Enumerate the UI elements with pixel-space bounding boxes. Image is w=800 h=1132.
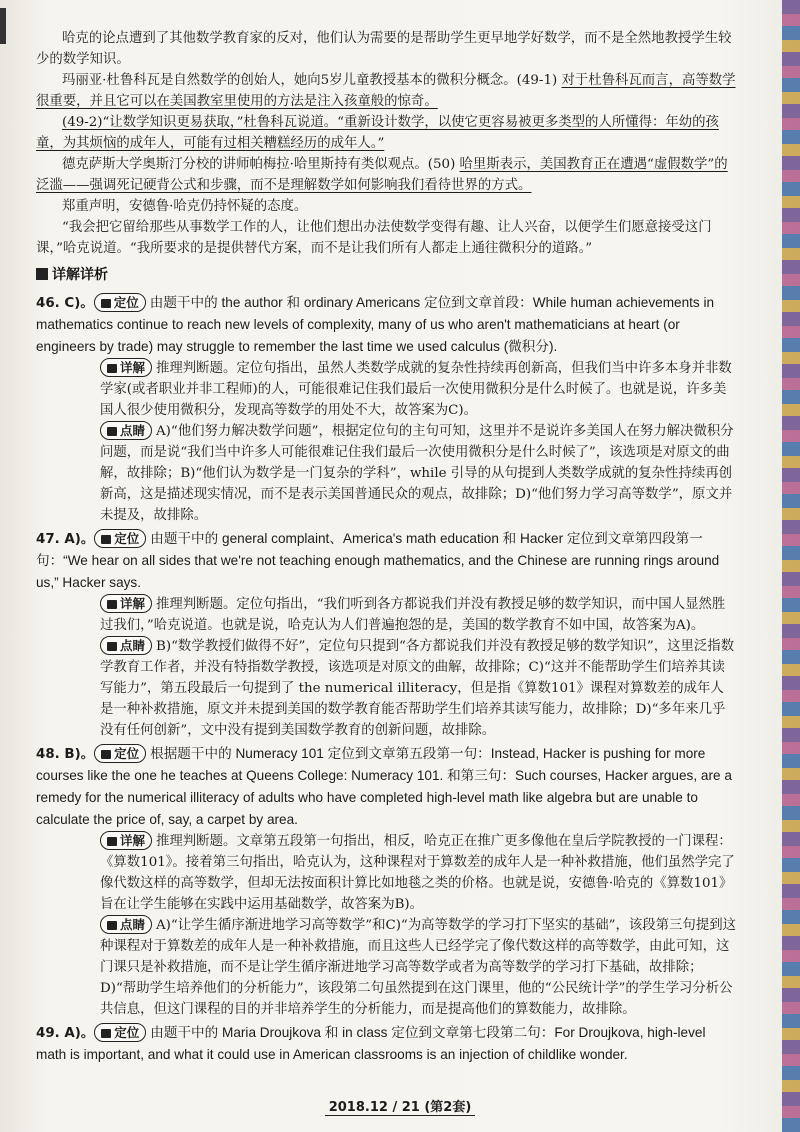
folder-icon — [107, 921, 117, 930]
comment-line: 点睛 A)“他们努力解决数学问题”，根据定位句的主句可知，这里并不是说许多美国人在努力解决微积分问题，而是说“我们当中许多人可能很难记住我们最后一次使用微积分是什么时候了”，该选项是对原文的曲解，故排除；B)“他们认为数学是一门复杂的学科”，while 引导的从句提到人类数学成就的复杂性持续再创新高，这是描述现实情况，而不是表示美国普通民众的观点，故排除；D)“他们努力学习高等数学”，原文并未提及，故排除。 — [100, 423, 734, 523]
passage-paragraph: 哈克的论点遭到了其他数学教育家的反对，他们认为需要的是帮助学生更早地学好数学，而不是全然地教授学生较少的数学知识。 — [36, 31, 732, 67]
locate-line: 49. A)。 定位 由题干中的 Maria Droujkova 和 in class 定位到文章第七段第二句：For Droujkova, high-level math is important, and what it could use in American classrooms is an injection of childlike wonder. — [36, 1025, 706, 1062]
section-title: 详解详析 — [36, 265, 108, 286]
comment-tag: 点睛 — [100, 915, 152, 934]
folder-icon — [101, 299, 111, 308]
comment-line: 点睛 A)“让学生循序渐进地学习高等数学”和C)“为高等数学的学习打下坚实的基础”，该段第三句提到这种课程对于算数差的成年人是一种补救措施，而且这些人已经学完了像代数这样的高等数学，由此可知，这门课只是补救措施，而不是让学生循序渐进地学习高等数学或者为高等数学的学习打下基础，故排除；D)“帮助学生培养他们的分析能力”，该段第二句虽然提到在这门课里，他的“公民统计学”的学生学习分析公共信息，但这门课程的目的并非培养学生的分析能力，而是提高他们的算数能力，故排除。 — [100, 917, 736, 1017]
underlined-sentence: 哈里斯表示，美国教育正在遭遇“虚假数学”的泛滥——强调死记硬背公式和步骤，而不是理解数学如何影响我们看待世界的方式。 — [36, 157, 728, 193]
question-number: 47. A)。 — [36, 532, 95, 547]
folder-icon — [107, 642, 117, 651]
locate-tag: 定位 — [94, 293, 146, 312]
book-edge-stripe — [782, 0, 800, 1132]
explain-tag: 详解 — [100, 358, 152, 377]
question-47 — [36, 528, 736, 741]
passage-paragraph: 德克萨斯大学奥斯汀分校的讲师帕梅拉·哈里斯持有类似观点。(50) 哈里斯表示，美国教育正在遭遇“虚假数学”的泛滥——强调死记硬背公式和步骤，而不是理解数学如何影响我们看待世界的方式。 — [36, 157, 728, 193]
question-46 — [36, 292, 736, 526]
document-body — [36, 28, 736, 1066]
folder-icon — [107, 364, 117, 373]
passage-paragraph: (49-2)“让数学知识更易获取，”杜鲁科瓦说道。“重新设计数学，以使它更容易被更多类型的人所懂得：年幼的孩童，为其烦恼的成年人，可能有过相关糟糕经历的成年人。” — [36, 115, 719, 151]
page-footer — [0, 1096, 800, 1115]
folder-icon — [107, 427, 117, 436]
comment-line: 点睛 B)“数学教授们做得不好”，定位句只提到“各方都说我们并没有教授足够的数学知识”，这里泛指数学教育工作者，并没有特指数学教授，该选项是对原文的曲解，故排除；C)“这并不能帮助学生们培养其读写能力”，第五段最后一句提到了 the numerical illiteracy，但是指《算数101》课程对算数差的成年人是一种补救措施，原文并未提到美国的数学教育能否帮助学生们培养其读写能力，故排除；D)“多年来几乎没有任何创新”，文中没有提到美国数学教育的创新问题，故排除。 — [100, 638, 735, 738]
explain-tag: 详解 — [100, 831, 152, 850]
folder-icon — [101, 1029, 111, 1038]
section-marker-icon — [36, 268, 48, 280]
passage-paragraph: 玛丽亚·杜鲁科瓦是自然数学的创始人，她向5岁儿童教授基本的微积分概念。(49-1) 对于杜鲁科瓦而言，高等数学很重要，并且它可以在美国教室里使用的方法是注入孩童般的惊奇。 — [36, 73, 736, 109]
comment-tag: 点睛 — [100, 421, 152, 440]
question-49 — [36, 1022, 736, 1066]
underlined-sentence: 对于杜鲁科瓦而言，高等数学很重要，并且它可以在美国教室里使用的方法是注入孩童般的惊奇。 — [36, 73, 736, 109]
page-number: 2018.12 / 21 (第2套) — [325, 1100, 476, 1116]
locate-line: 46. C)。 定位 由题干中的 the author 和 ordinary Americans 定位到文章首段：While human achievements in mathematics continue to reach new levels of complexity, many of us who aren't mathematicians at heart (or engineers by trade) may struggle to remember the last time we used calculus (微积分). — [36, 295, 715, 354]
explain-line: 详解 推理判断题。文章第五段第一句指出，相反，哈克正在推广更多像他在皇后学院教授的一门课程：《算数101》。接着第三句指出，哈克认为，这种课程对于算数差的成年人是一种补救措施，他们虽然学完了像代数这样的高等数学，但却无法按面积计算比如地毯之类的价格。也就是说，安德鲁·哈克的《算数101》旨在让学生能够在实践中运用基础数学，故答案为B)。 — [100, 833, 735, 912]
question-number: 49. A)。 — [36, 1026, 95, 1041]
explain-line: 详解 推理判断题。定位句指出，虽然人类数学成就的复杂性持续再创新高，但我们当中许多本身并非数学家(或者职业并非工程师)的人，可能很难记住我们最后一次使用微积分是什么时候了。也就是说，许多美国人很少使用微积分，发现高等数学的用处不大，故答案为C)。 — [100, 360, 732, 418]
passage-paragraph: “我会把它留给那些从事数学工作的人，让他们想出办法使数学变得有趣、让人兴奋，以便学生们愿意接受这门课，”哈克说道。“我所要求的是提供替代方案，而不是让我们所有人都走上通往微积分的道路。” — [36, 220, 712, 256]
folder-icon — [107, 600, 117, 609]
comment-tag: 点睛 — [100, 636, 152, 655]
folder-icon — [107, 837, 117, 846]
passage-paragraph: 郑重声明，安德鲁·哈克仍持怀疑的态度。 — [62, 199, 308, 214]
locate-line: 47. A)。 定位 由题干中的 general complaint、America's math education 和 Hacker 定位到文章第四段第一句：“We hear on all sides that we're not teaching enough mathematics, and the Chinese are running rings around us,” Hacker says. — [36, 531, 720, 590]
question-48 — [36, 743, 736, 1020]
question-number: 48. B)。 — [36, 747, 95, 762]
explain-line: 详解 推理判断题。定位句指出，“我们听到各方都说我们并没有教授足够的数学知识，而中国人显然胜过我们，”哈克说道。也就是说，哈克认为人们普遍抱怨的是，美国的数学教育不如中国，故答案为A)。 — [100, 596, 726, 633]
folder-icon — [101, 750, 111, 759]
binding-mark — [0, 8, 6, 44]
locate-tag: 定位 — [94, 1023, 146, 1042]
explain-tag: 详解 — [100, 594, 152, 613]
locate-line: 48. B)。 定位 根据题干中的 Numeracy 101 定位到文章第五段第一句：Instead, Hacker is pushing for more courses like the one he teaches at Queens College: Numeracy 101. 和第三句：Such courses, Hacker argues, are a remedy for the numerical illiteracy of adults who have completed high-level math like algebra but are unable to calculate the price of, say, a carpet by area. — [36, 746, 732, 827]
folder-icon — [101, 535, 111, 544]
locate-tag: 定位 — [94, 744, 146, 763]
locate-tag: 定位 — [94, 529, 146, 548]
question-number: 46. C)。 — [36, 296, 94, 311]
